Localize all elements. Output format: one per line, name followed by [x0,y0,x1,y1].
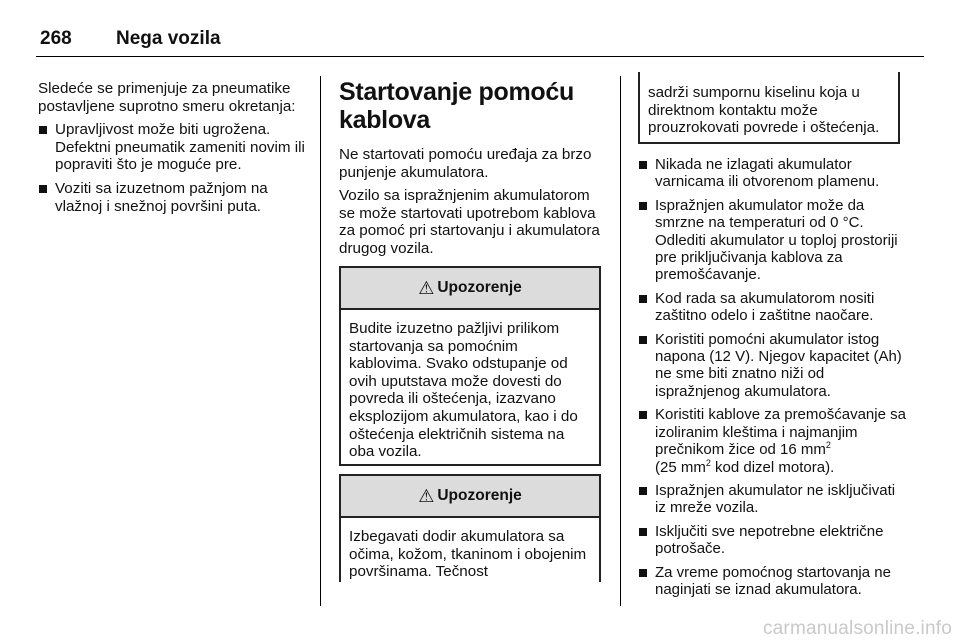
list-item-text: Ispražnjen akumulator može da smrzne na temperaturi od 0 °C. Odlediti akumulator u toploj prostoriji pre priključivanja kablova za premošćavanje. [655,196,898,284]
page-title: Nega vozila [116,28,221,49]
column-divider-right [620,76,621,606]
list-item-text: (25 mm [655,458,706,476]
list-item-text: Koristiti kablove za premošćavanje sa izoliranim kleštima i najmanjim prečnikom žice od 16 mm [655,406,906,459]
bullet-icon [639,336,647,344]
tire-bullet-list [38,121,310,215]
warning-box-explosion [339,266,601,466]
list-item [638,564,906,599]
bullet-icon [39,126,47,134]
list-item-text: Ispražnjen akumulator ne isključivati iz mreže vozila. [655,481,896,517]
page-header [36,10,924,60]
warning-box-acid [339,474,601,582]
superscript: 2 [825,440,831,451]
list-item [38,121,310,174]
column-2 [339,78,605,264]
bullet-icon [639,528,647,536]
list-item [638,331,906,401]
warning-header [341,268,599,310]
column-divider-left [320,76,321,606]
list-item-text: Kod rada sa akumulatorom nositi zaštitno odelo i zaštitne naočare. [655,289,875,325]
bullet-icon [39,185,47,193]
list-item-text: Upravljivost može biti ugrožena. Defektni pneumatik zameniti novim ili popraviti što je moguće pre. [55,121,305,174]
paragraph-jump-start: Vozilo sa ispražnjenim akumulatorom se može startovati upotrebom kablova za pomoć pri startovanju i akumulatora drugog vozila. [339,187,600,257]
warning-box-acid-continued [638,72,900,144]
bullet-icon [639,569,647,577]
section-heading: Startovanje pomoću kablova [339,78,574,134]
warning-body: sadrži sumpornu kiselinu koja u direktnom kontaktu može prouzrokovati povrede i oštećenja. [648,84,880,137]
warning-title: Upozorenje [437,279,522,296]
watermark: carmanualsonline.info [762,618,952,639]
warning-header [341,476,599,518]
intro-text: Sledeće se primenjuje za pneumatike postavljene suprotno smeru okretanja: [38,80,296,115]
list-item [38,180,310,215]
superscript: 2 [705,457,711,468]
column-3 [638,156,906,604]
list-item [638,406,906,476]
list-item-text: Nikada ne izlagati akumulator varnicama ili otvorenom plamenu. [655,156,880,191]
list-item [638,290,906,325]
list-item-text: Isključiti sve nepotrebne električne potrošače. [655,522,884,558]
list-item [638,156,906,191]
bullet-icon [639,161,647,169]
warning-body: Budite izuzetno pažljivi prilikom startovanja sa pomoćnim kablovima. Svako odstupanje od ovih uputstava može dovesti do povreda ili oštećenja, izazvano eksplozijom akumulatora, kao i do oštećenja električnih sistema na oba vozila. [349,320,578,461]
warning-triangle-icon: ⚠ [418,485,435,506]
list-item-text: Za vreme pomoćnog startovanja ne naginjati se iznad akumulatora. [655,563,891,598]
list-item [638,197,906,284]
warning-triangle-icon: ⚠ [418,277,435,298]
battery-safety-list [638,156,906,598]
bullet-icon [639,411,647,419]
column-1 [38,80,310,221]
warning-title: Upozorenje [437,487,522,504]
header-rule [36,56,924,57]
list-item [638,482,906,517]
list-item [638,523,906,558]
page-number: 268 [40,28,72,49]
paragraph-fast-charge: Ne startovati pomoću uređaja za brzo punjenje akumulatora. [339,146,592,181]
bullet-icon [639,487,647,495]
bullet-icon [639,202,647,210]
warning-body: Izbegavati dodir akumulatora sa očima, kožom, tkaninom i obojenim površinama. Tečnost [349,528,587,581]
bullet-icon [639,295,647,303]
list-item-text: kod dizel motora). [710,458,835,476]
list-item-text: Voziti sa izuzetnom pažnjom na vlažnoj i snežnoj površini puta. [55,179,268,215]
list-item-text: Koristiti pomoćni akumulator istog napona (12 V). Njegov kapacitet (Ah) ne sme biti znatno niži od ispražnjenog akumulatora. [655,330,902,400]
